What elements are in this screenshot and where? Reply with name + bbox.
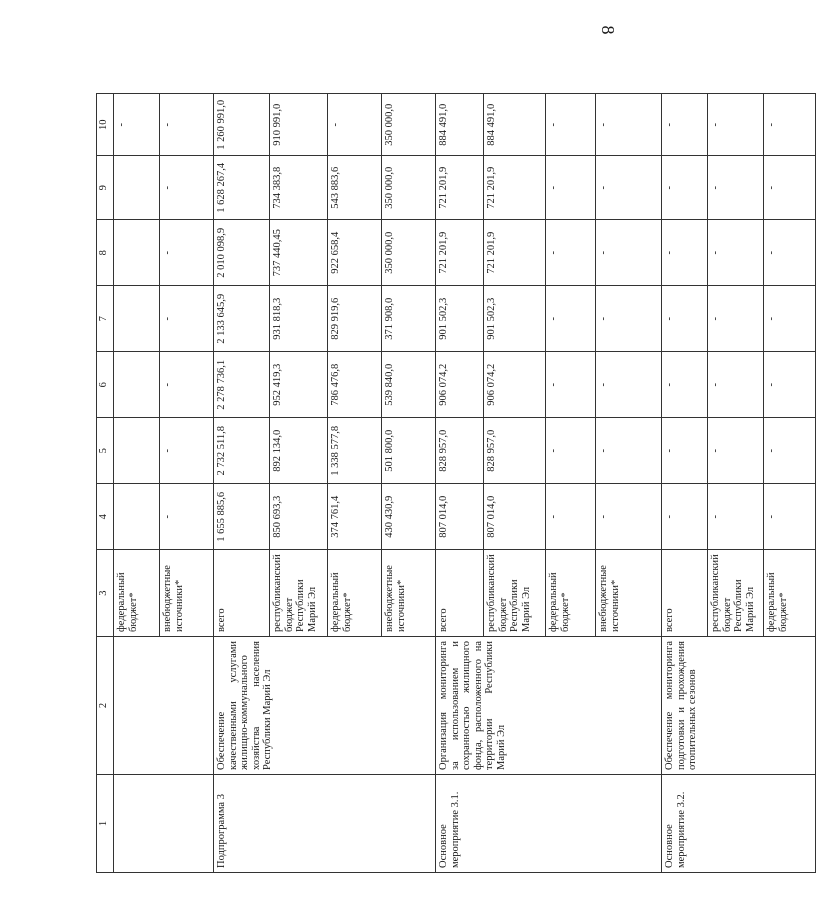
value-cell: 829 919,6 — [328, 286, 382, 352]
value-cell: - — [596, 418, 662, 484]
value-cell: 828 957,0 — [436, 418, 484, 484]
funding-source: всего — [436, 550, 484, 637]
page-number: 8 — [598, 25, 618, 35]
value-cell: 350 000,0 — [382, 156, 436, 220]
value-cell: - — [764, 352, 816, 418]
value-cell: 892 134,0 — [270, 418, 328, 484]
column-header: 2 — [97, 637, 114, 775]
value-cell: 374 761,4 — [328, 484, 382, 550]
table-row — [214, 94, 270, 873]
value-cell: - — [160, 352, 214, 418]
value-cell: - — [764, 220, 816, 286]
value-cell: 721 201,9 — [436, 220, 484, 286]
value-cell: - — [662, 220, 708, 286]
value-cell: 786 476,8 — [328, 352, 382, 418]
funding-source: внебюджетные источники* — [596, 550, 662, 637]
value-cell — [114, 220, 160, 286]
value-cell: - — [596, 220, 662, 286]
funding-source: республиканский бюджет Республики Марий Эл — [484, 550, 546, 637]
value-cell: 737 440,45 — [270, 220, 328, 286]
funding-source: федеральный бюджет* — [546, 550, 596, 637]
program-title — [114, 637, 214, 775]
funding-source: федеральный бюджет* — [328, 550, 382, 637]
value-cell: - — [160, 484, 214, 550]
value-cell: - — [596, 156, 662, 220]
value-cell: 1 655 885,6 — [214, 484, 270, 550]
value-cell: - — [114, 94, 160, 156]
value-cell: 350 000,0 — [382, 220, 436, 286]
value-cell: 721 201,9 — [436, 156, 484, 220]
value-cell: 543 883,6 — [328, 156, 382, 220]
program-title: Организация мониторинга за использованием и сохранностью жилищного фонда, расположенного на территории Республики Марий Эл — [436, 637, 662, 775]
column-header: 1 — [97, 775, 114, 873]
table-row — [662, 94, 708, 873]
value-cell: 884 491,0 — [436, 94, 484, 156]
value-cell: 1 338 577,8 — [328, 418, 382, 484]
funding-source: внебюджетные источники* — [382, 550, 436, 637]
column-header: 6 — [97, 352, 114, 418]
funding-source: всего — [662, 550, 708, 637]
value-cell: - — [708, 94, 764, 156]
value-cell: - — [708, 352, 764, 418]
value-cell: 850 693,3 — [270, 484, 328, 550]
value-cell: - — [546, 418, 596, 484]
value-cell: - — [708, 418, 764, 484]
value-cell: 922 658,4 — [328, 220, 382, 286]
value-cell: - — [596, 484, 662, 550]
value-cell: - — [708, 156, 764, 220]
column-header: 10 — [97, 94, 114, 156]
value-cell: 910 991,0 — [270, 94, 328, 156]
value-cell: - — [708, 484, 764, 550]
value-cell: - — [546, 286, 596, 352]
program-title: Обеспечение качественными услугами жилищно-коммунального хозяйства населения Республики Марий Эл — [214, 637, 436, 775]
funding-source: федеральный бюджет* — [114, 550, 160, 637]
value-cell: 1 628 267,4 — [214, 156, 270, 220]
value-cell: 721 201,9 — [484, 156, 546, 220]
table-row — [114, 94, 160, 873]
value-cell: - — [596, 286, 662, 352]
value-cell: 906 074,2 — [484, 352, 546, 418]
value-cell — [114, 484, 160, 550]
value-cell: - — [160, 220, 214, 286]
value-cell: 2 732 511,8 — [214, 418, 270, 484]
value-cell: - — [764, 156, 816, 220]
value-cell: - — [328, 94, 382, 156]
value-cell: 371 908,0 — [382, 286, 436, 352]
value-cell — [114, 352, 160, 418]
value-cell: - — [546, 352, 596, 418]
value-cell — [114, 156, 160, 220]
value-cell: 1 260 991,0 — [214, 94, 270, 156]
value-cell: 931 818,3 — [270, 286, 328, 352]
value-cell: 501 800,0 — [382, 418, 436, 484]
value-cell: 952 419,3 — [270, 352, 328, 418]
funding-source: республиканский бюджет Республики Марий Эл — [708, 550, 764, 637]
value-cell: - — [708, 286, 764, 352]
funding-source: внебюджетные источники* — [160, 550, 214, 637]
value-cell: 430 430,9 — [382, 484, 436, 550]
value-cell — [114, 286, 160, 352]
value-cell — [114, 418, 160, 484]
program-code: Основное мероприятие 3.1. — [436, 775, 662, 873]
value-cell: - — [764, 484, 816, 550]
value-cell: - — [708, 220, 764, 286]
value-cell: 807 014,0 — [484, 484, 546, 550]
value-cell: - — [662, 156, 708, 220]
value-cell: - — [662, 94, 708, 156]
program-code: Подпрограмма 3 — [214, 775, 436, 873]
value-cell: - — [662, 352, 708, 418]
value-cell: 721 201,9 — [484, 220, 546, 286]
value-cell: - — [160, 94, 214, 156]
column-header: 8 — [97, 220, 114, 286]
value-cell: - — [596, 94, 662, 156]
value-cell: 807 014,0 — [436, 484, 484, 550]
program-code: Основное мероприятие 3.2. — [662, 775, 816, 873]
value-cell: 539 840,0 — [382, 352, 436, 418]
value-cell: - — [546, 156, 596, 220]
funding-source: республиканский бюджет Республики Марий Эл — [270, 550, 328, 637]
value-cell: 2 133 645,9 — [214, 286, 270, 352]
value-cell: - — [160, 156, 214, 220]
column-header: 5 — [97, 418, 114, 484]
funding-source: всего — [214, 550, 270, 637]
value-cell: - — [546, 484, 596, 550]
column-header: 3 — [97, 550, 114, 637]
value-cell: - — [160, 286, 214, 352]
value-cell: - — [596, 352, 662, 418]
table-row — [436, 94, 484, 873]
value-cell: 734 383,8 — [270, 156, 328, 220]
value-cell: - — [160, 418, 214, 484]
value-cell: - — [546, 220, 596, 286]
value-cell: 2 010 098,9 — [214, 220, 270, 286]
value-cell: 901 502,3 — [436, 286, 484, 352]
program-title: Обеспечение мониторинга подготовки и прохождения отопительных сезонов — [662, 637, 816, 775]
value-cell: - — [764, 286, 816, 352]
value-cell: - — [662, 484, 708, 550]
value-cell: 350 000,0 — [382, 94, 436, 156]
column-header: 9 — [97, 156, 114, 220]
funding-table — [96, 93, 816, 873]
value-cell: 901 502,3 — [484, 286, 546, 352]
value-cell: 884 491,0 — [484, 94, 546, 156]
header-row — [97, 94, 114, 873]
program-code — [114, 775, 214, 873]
value-cell: 2 278 736,1 — [214, 352, 270, 418]
column-header: 7 — [97, 286, 114, 352]
funding-source: федеральный бюджет* — [764, 550, 816, 637]
value-cell: 906 074,2 — [436, 352, 484, 418]
value-cell: - — [662, 418, 708, 484]
value-cell: - — [764, 418, 816, 484]
value-cell: 828 957,0 — [484, 418, 546, 484]
value-cell: - — [546, 94, 596, 156]
column-header: 4 — [97, 484, 114, 550]
value-cell: - — [764, 94, 816, 156]
value-cell: - — [662, 286, 708, 352]
